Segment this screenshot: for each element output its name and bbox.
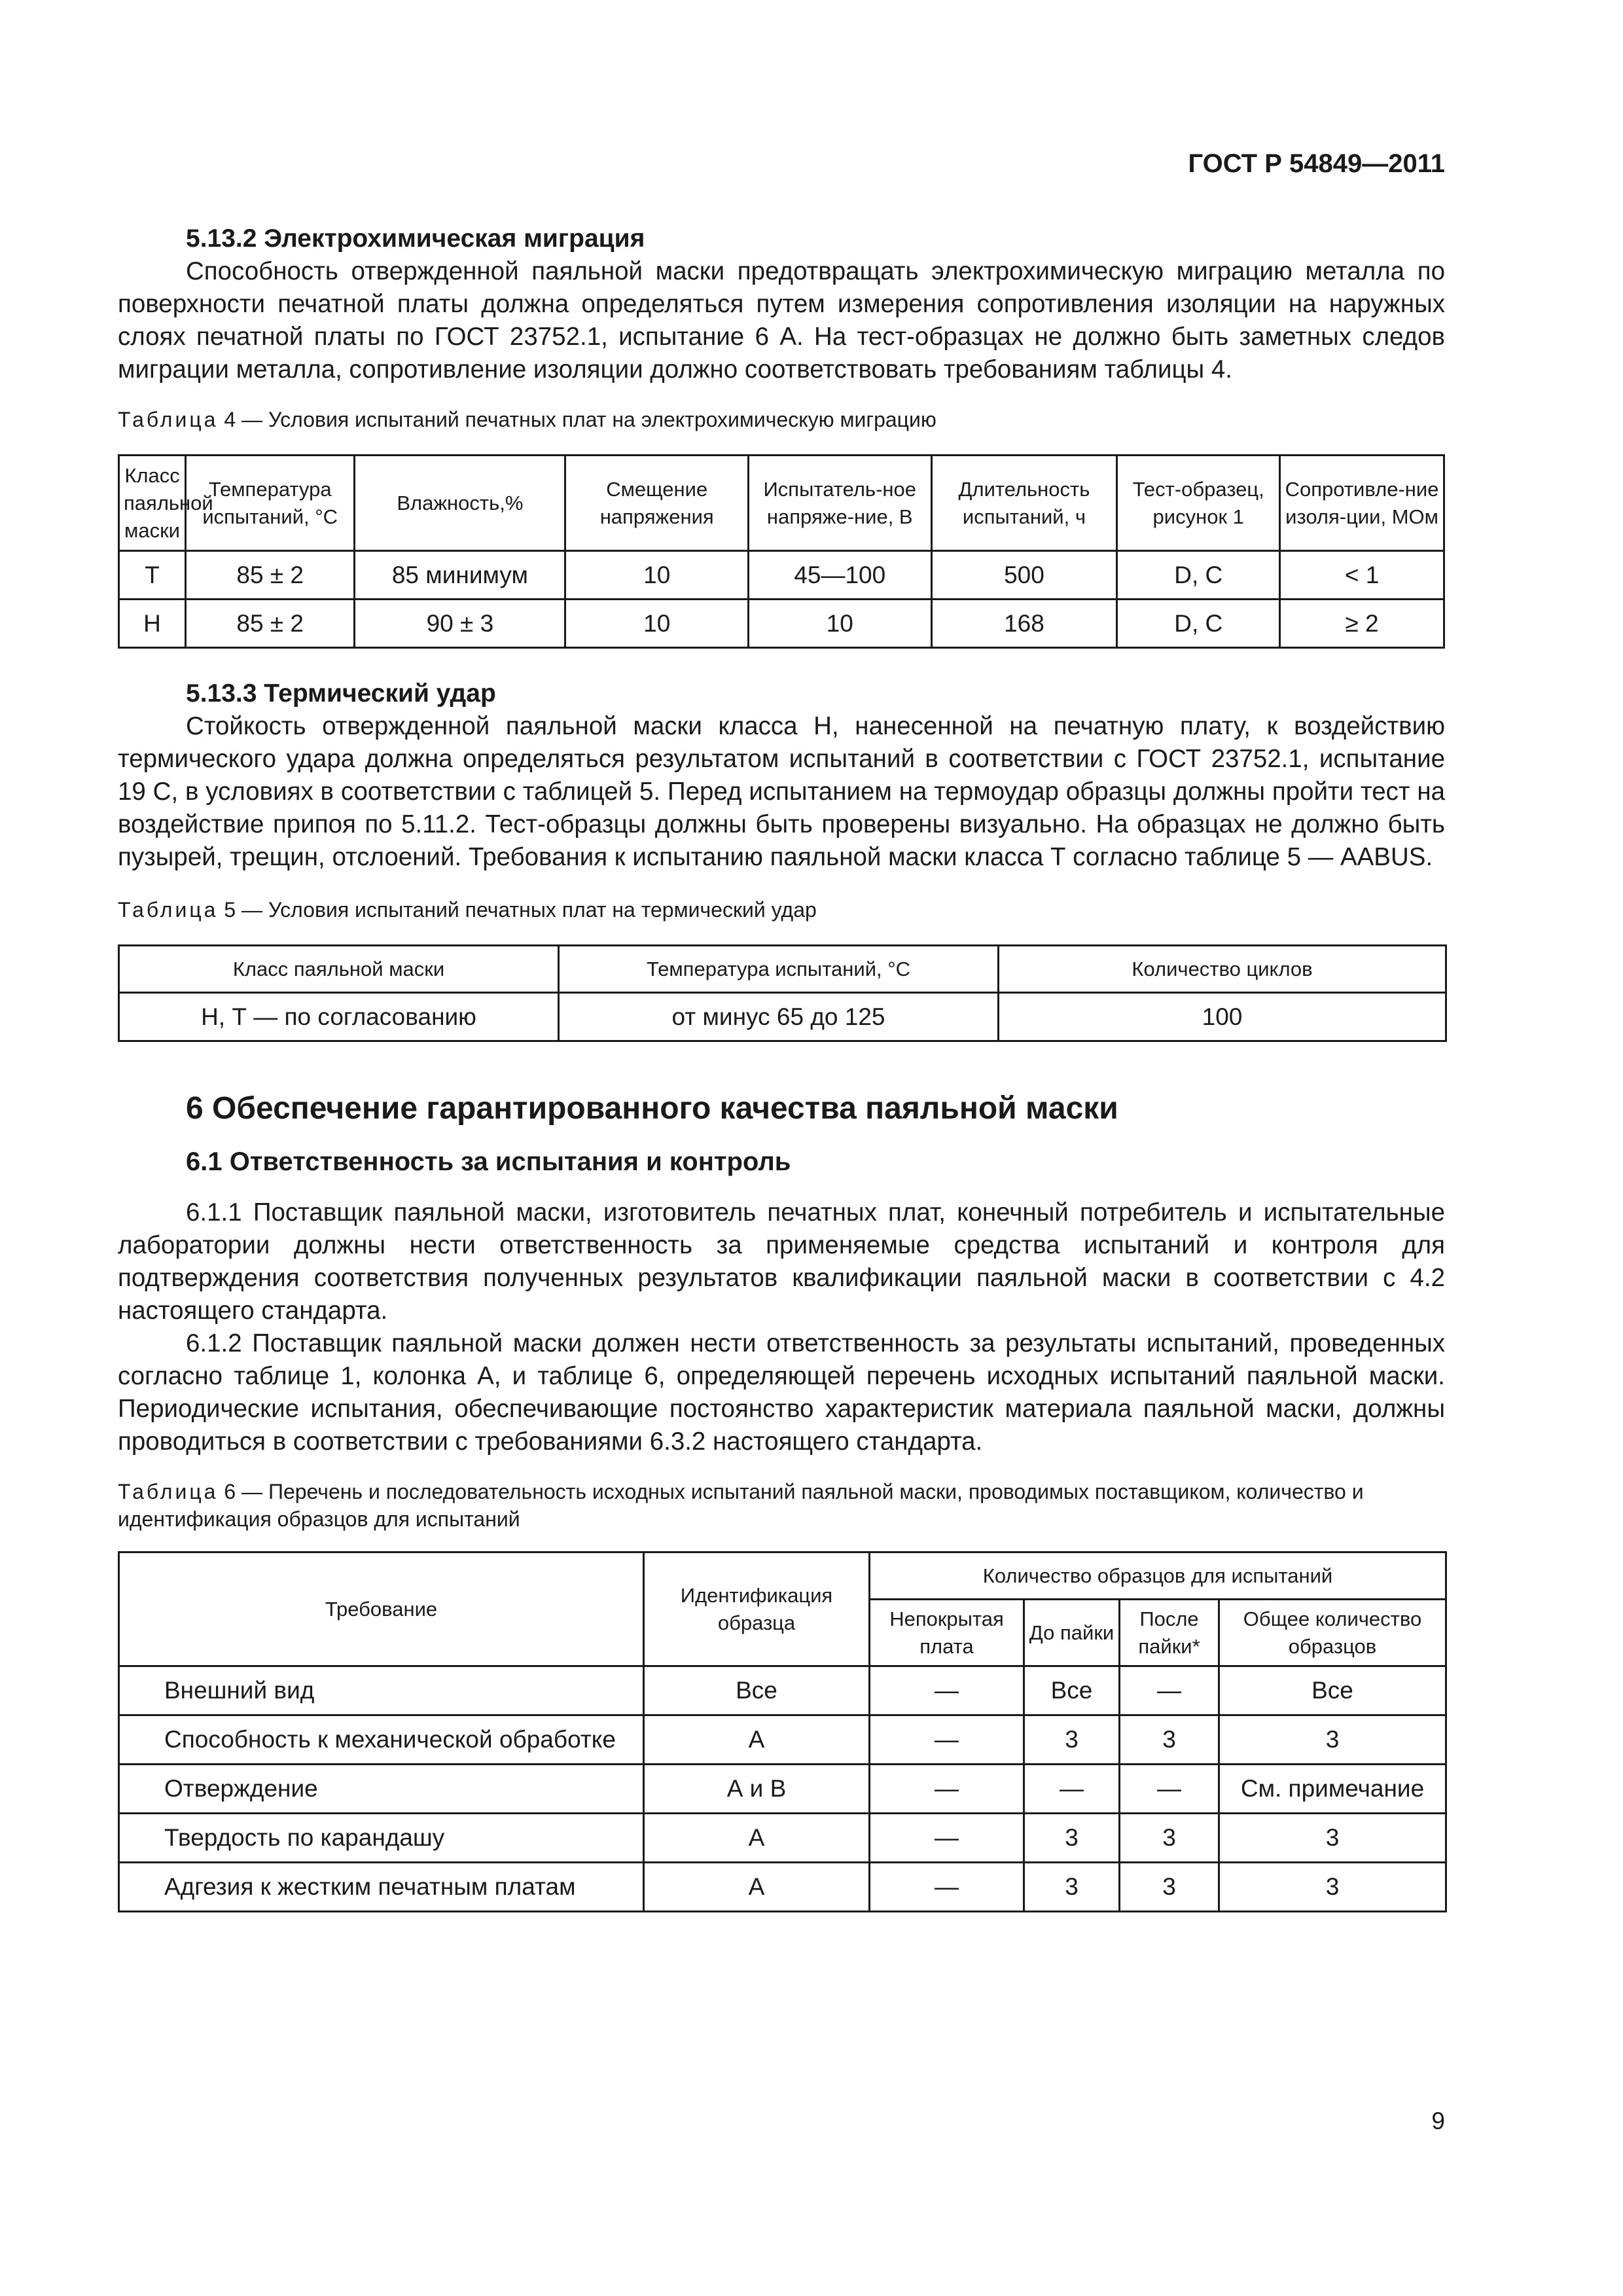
table-cell: А xyxy=(644,1814,870,1863)
table-cell: — xyxy=(1120,1765,1219,1814)
table-6-caption: Таблица 6 — Перечень и последовательность исходных испытаний паяльной маски, проводимых поставщиком, количество и идентификация образцов для испытаний xyxy=(118,1480,1364,1531)
table-cell: Твердость по карандашу xyxy=(119,1814,644,1863)
table-cell: — xyxy=(870,1765,1024,1814)
table-cell: 3 xyxy=(1024,1863,1120,1912)
table-cell: 3 xyxy=(1024,1715,1120,1765)
table-5-caption: Таблица 5 — Условия испытаний печатных плат на термический удар xyxy=(118,898,817,922)
table-cell: D, C xyxy=(1117,551,1280,600)
table-header-cell: Сопротивле-ние изоля-ции, МОм xyxy=(1280,456,1444,551)
table-cell: 10 xyxy=(565,551,749,600)
page-content xyxy=(118,223,1445,1912)
section-6-title: 6 Обеспечение гарантированного качества паяльной маски xyxy=(186,1091,1118,1126)
table-cell: 85 ± 2 xyxy=(186,600,355,648)
table-cell: Способность к механической обработке xyxy=(119,1715,644,1765)
table-cell: Все xyxy=(1024,1666,1120,1715)
table-5 xyxy=(118,944,1447,1042)
table-header-cell: Класс паяльной маски xyxy=(119,946,559,993)
section-5-13-2-text: Способность отвержденной паяльной маски предотвращать электрохимическую миграцию металла по поверхности печатной платы должна определяться путем измерения сопротивления изоляции на наружных слоях печатной платы по ГОСТ 23752.1, испытание 6 А. На тест-образцах не должно быть заметных следов миграции металла, сопротивление изоляции должно соответствовать требованиям таблицы 4. xyxy=(118,257,1445,384)
table-row xyxy=(119,1715,1446,1765)
table-cell: — xyxy=(870,1715,1024,1765)
table-cell: Т xyxy=(119,551,186,600)
table-cell: 90 ± 3 xyxy=(355,600,565,648)
table-cell: < 1 xyxy=(1280,551,1444,600)
table-header-cell: Смещение напряжения xyxy=(565,456,749,551)
table-header-row xyxy=(119,1552,1446,1600)
table-row xyxy=(119,551,1444,600)
table-cell: от минус 65 до 125 xyxy=(559,993,999,1041)
table-cell: 3 xyxy=(1219,1715,1446,1765)
table-cell: — xyxy=(1120,1666,1219,1715)
table-header-cell: Требование xyxy=(119,1552,644,1666)
section-5-13-2-title: 5.13.2 Электрохимическая миграция xyxy=(186,224,645,253)
table-header-cell: Количество циклов xyxy=(999,946,1446,993)
table-row xyxy=(119,1814,1446,1863)
table-header-cell: Класс паяльной маски xyxy=(119,456,186,551)
section-5-13-3-title: 5.13.3 Термический удар xyxy=(186,679,496,708)
table-cell: — xyxy=(870,1814,1024,1863)
table-cell: — xyxy=(870,1666,1024,1715)
table-header-row xyxy=(119,456,1444,551)
table-header-cell: Общее количество образцов xyxy=(1219,1600,1446,1666)
table-cell: — xyxy=(870,1863,1024,1912)
table-header-row xyxy=(119,946,1446,993)
table-cell: А xyxy=(644,1715,870,1765)
table-cell: ≥ 2 xyxy=(1280,600,1444,648)
table-row xyxy=(119,1666,1446,1715)
table-cell: 3 xyxy=(1120,1863,1219,1912)
table-header-cell: Количество образцов для испытаний xyxy=(870,1552,1446,1600)
table-header-cell: Тест-образец, рисунок 1 xyxy=(1117,456,1280,551)
table-cell: Н xyxy=(119,600,186,648)
table-header-cell: Испытатель-ное напряже-ние, В xyxy=(748,456,931,551)
table-cell: 100 xyxy=(999,993,1446,1041)
table-cell: 3 xyxy=(1120,1814,1219,1863)
paragraph-6-1-2: 6.1.2 Поставщик паяльной маски должен нести ответственность за результаты испытаний, проведенных согласно таблице 1, колонка А, и таблице 6, определяющей перечень исходных испытаний паяльной маски. Периодические испытания, обеспечивающие постоянство характеристик материала паяльной маски, должны проводиться в соответствии с требованиями 6.3.2 настоящего стандарта. xyxy=(118,1329,1445,1456)
section-6-1-title: 6.1 Ответственность за испытания и контроль xyxy=(186,1147,791,1176)
table-cell: 3 xyxy=(1120,1715,1219,1765)
table-cell: — xyxy=(1024,1765,1120,1814)
page-number: 9 xyxy=(1431,2108,1445,2134)
table-header-cell: Температура испытаний, °С xyxy=(559,946,999,993)
table-cell: Все xyxy=(644,1666,870,1715)
table-cell: А и В xyxy=(644,1765,870,1814)
table-header-cell: Влажность,% xyxy=(355,456,565,551)
table-cell: Все xyxy=(1219,1666,1446,1715)
table-header-cell: До пайки xyxy=(1024,1600,1120,1666)
table-cell: 3 xyxy=(1024,1814,1120,1863)
section-5-13-3-text: Стойкость отвержденной паяльной маски класса Н, нанесенной на печатную плату, к воздействию термического удара должна определяться результатом испытаний в соответствии с ГОСТ 23752.1, испытание 19 С, в условиях в соответствии с таблицей 5. Перед испытанием на термоудар образцы должны пройти тест на воздействие припоя по 5.11.2. Тест-образцы должны быть проверены визуально. На образцах не должно быть пузырей, трещин, отслоений. Требования к испытанию паяльной маски класса Т согласно таблице 5 — AABUS. xyxy=(118,712,1445,871)
table-cell: 85 ± 2 xyxy=(186,551,355,600)
table-cell: 3 xyxy=(1219,1814,1446,1863)
table-row xyxy=(119,600,1444,648)
table-cell: 3 xyxy=(1219,1863,1446,1912)
table-row xyxy=(119,1863,1446,1912)
table-cell: D, C xyxy=(1117,600,1280,648)
table-header-cell: Непокрытая плата xyxy=(870,1600,1024,1666)
table-cell: Н, Т — по согласованию xyxy=(119,993,559,1041)
table-cell: А xyxy=(644,1863,870,1912)
table-cell: Внешний вид xyxy=(119,1666,644,1715)
table-cell: См. примечание xyxy=(1219,1765,1446,1814)
table-cell: Адгезия к жестким печатным платам xyxy=(119,1863,644,1912)
table-cell: 85 минимум xyxy=(355,551,565,600)
table-cell: 500 xyxy=(931,551,1117,600)
paragraph-6-1-1: 6.1.1 Поставщик паяльной маски, изготовитель печатных плат, конечный потребитель и испытательные лаборатории должны нести ответственность за применяемые средства испытаний и контроля для подтверждения соответствия полученных результатов квалификации паяльной маски в соответствии с 4.2 настоящего стандарта. xyxy=(118,1198,1445,1325)
table-header-cell: Длительность испытаний, ч xyxy=(931,456,1117,551)
table-cell: 168 xyxy=(931,600,1117,648)
table-row xyxy=(119,993,1446,1041)
table-cell: 10 xyxy=(748,600,931,648)
table-6 xyxy=(118,1551,1447,1912)
table-cell: Отверждение xyxy=(119,1765,644,1814)
table-header-cell: Идентификация образца xyxy=(644,1552,870,1666)
table-4 xyxy=(118,454,1445,649)
table-4-caption: Таблица 4 — Условия испытаний печатных плат на электрохимическую миграцию xyxy=(118,408,936,431)
table-cell: 45—100 xyxy=(748,551,931,600)
table-header-cell: После пайки* xyxy=(1120,1600,1219,1666)
document-header: ГОСТ Р 54849—2011 xyxy=(1188,149,1445,178)
table-row xyxy=(119,1765,1446,1814)
table-cell: 10 xyxy=(565,600,749,648)
table-header-cell: Температура испытаний, °С xyxy=(186,456,355,551)
